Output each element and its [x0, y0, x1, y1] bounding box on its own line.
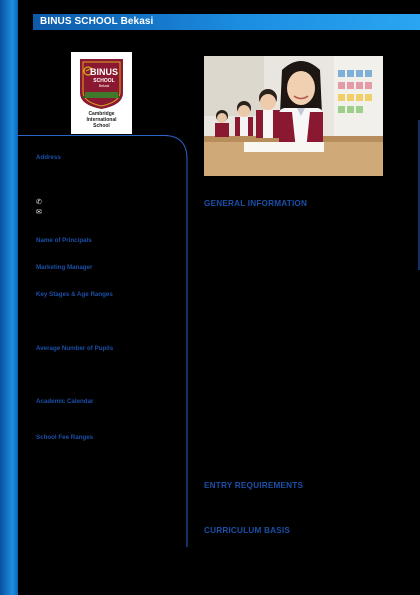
whatsapp-icon: ✆ [36, 199, 42, 206]
page-title: BINUS SCHOOL Bekasi [40, 16, 154, 27]
title-bar [33, 14, 420, 30]
logo-campus: Bekasi [98, 84, 110, 88]
academic-calendar-label: Academic Calendar [36, 398, 94, 405]
key-stages-label: Key Stages & Age Ranges [36, 291, 113, 298]
entry-requirements-heading: ENTRY REQUIREMENTS [204, 481, 304, 490]
classroom-photo [204, 56, 383, 176]
logo-line-3: School [93, 123, 110, 129]
pupils-label: Average Number of Pupils [36, 345, 114, 352]
logo-line-1: Cambridge [88, 111, 115, 117]
right-edge-curve [410, 120, 420, 270]
logo-school: SCHOOL [93, 78, 115, 84]
marketing-manager-label: Marketing Manager [36, 264, 93, 271]
general-information-heading: GENERAL INFORMATION [204, 199, 308, 208]
left-accent-stripe [0, 0, 18, 595]
email-icon: ✉ [36, 209, 42, 216]
sidebar-top-divider [18, 135, 168, 136]
logo-line-2: International [86, 117, 117, 123]
school-fee-label: School Fee Ranges [36, 434, 94, 441]
principal-label: Name of Principals [36, 237, 92, 244]
school-logo [71, 52, 132, 134]
logo-brand: BINUS [89, 67, 119, 77]
curriculum-basis-heading: CURRICULUM BASIS [204, 526, 290, 535]
shield-icon [77, 57, 126, 110]
sidebar-divider-curve [164, 135, 192, 555]
address-label: Address [36, 154, 61, 161]
